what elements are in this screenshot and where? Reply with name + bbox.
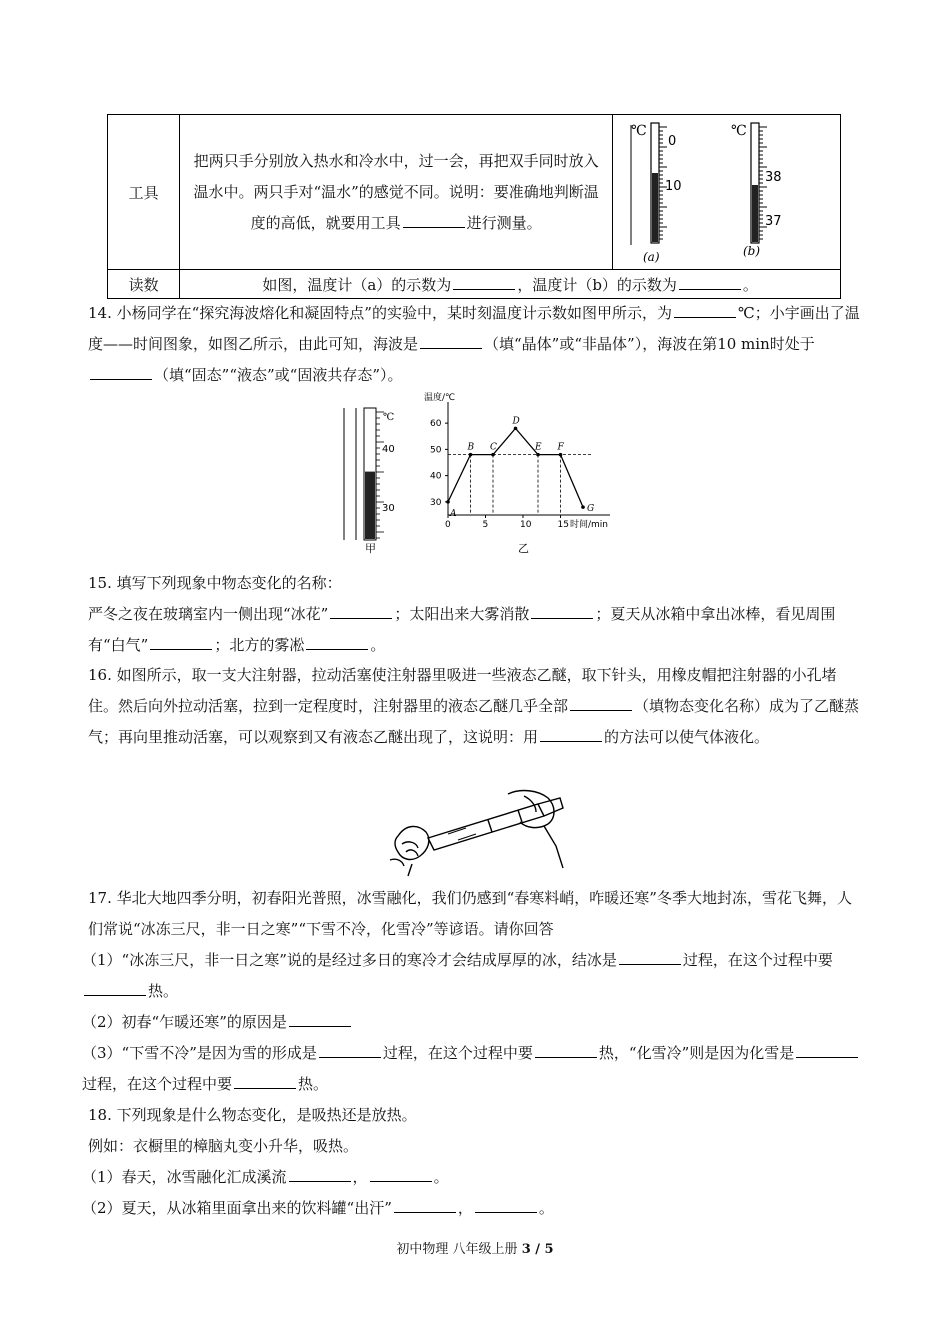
answer-blank[interactable] (150, 634, 212, 650)
jia-caption: 甲 (365, 542, 376, 555)
answer-blank[interactable] (330, 603, 392, 619)
answer-blank[interactable] (289, 1166, 351, 1182)
thermometer-b (731, 123, 782, 258)
data-point (469, 453, 473, 457)
x-tick-label: 15 (557, 520, 569, 530)
thermometer-jia (344, 408, 395, 555)
question-18 (82, 1100, 863, 1224)
y-tick-label: 40 (430, 471, 442, 482)
answer-blank[interactable] (535, 1042, 597, 1058)
y-axis-label: 温度/℃ (424, 393, 456, 403)
reading-label: 读数 (108, 270, 180, 299)
q17-intro: 17. 华北大地四季分明，初春阳光普照，冰雪融化，我们仍感到“春寒料峭，咋暖还寒”冬季大地封冻，雪花飞舞，人们常说“冰冻三尺，非一日之寒”“下雪不冷，化雪冷”等谚语。请你回答 (88, 889, 852, 938)
yi-caption: 乙 (518, 542, 529, 555)
x-tick-label: 5 (482, 520, 489, 530)
x-tick-label: 0 (445, 520, 451, 530)
y-tick-label: 50 (430, 445, 442, 456)
therm-a-unit: ℃ (630, 123, 647, 139)
figure-14-svg (338, 393, 618, 560)
answer-blank[interactable] (540, 726, 602, 742)
x-axis-label: 时间/min (570, 520, 609, 530)
point-label: D (512, 416, 520, 427)
syringe-figure (388, 786, 568, 882)
therm-b-liquid (752, 185, 758, 242)
therm-b-unit: ℃ (730, 123, 747, 139)
jia-liquid (365, 472, 375, 539)
answer-blank[interactable] (570, 695, 632, 711)
answer-blank[interactable] (674, 302, 736, 318)
data-point (559, 453, 563, 457)
jia-tick-label: 30 (382, 503, 395, 514)
answer-blank[interactable] (796, 1042, 858, 1058)
point-label: E (535, 442, 542, 453)
hand-right (508, 791, 554, 828)
thermometers-svg (613, 115, 840, 265)
answer-blank[interactable] (319, 1042, 381, 1058)
q15-body: 严冬之夜在玻璃室内一侧出现“冰花” ；太阳出来大雾消散 ；夏天从冰箱中拿出冰棒，看见周围有“白气” ；北方的雾凇 。 (88, 605, 836, 654)
question-17 (82, 883, 863, 1100)
tool-table (107, 114, 841, 299)
q15-title: 15. 填写下列现象中物态变化的名称： (88, 574, 342, 592)
question-15 (88, 568, 863, 661)
therm-a-caption: (a) (642, 250, 660, 264)
answer-blank[interactable] (453, 274, 515, 290)
therm-a-liquid (652, 173, 658, 242)
therm-b-tick-label: 37 (764, 214, 782, 229)
page-footer: 初中物理 八年级上册 3 / 5 (396, 1242, 554, 1257)
page-number: 3 / 5 (521, 1242, 554, 1257)
y-tick-label: 30 (430, 497, 442, 508)
data-point (446, 500, 450, 504)
q17-part-2: （2）初春“乍暖还寒”的原因是 (82, 1007, 863, 1038)
answer-blank[interactable] (306, 634, 368, 650)
temperature-time-chart (424, 391, 610, 555)
answer-blank[interactable] (370, 1166, 432, 1182)
point-label: B (467, 442, 475, 453)
data-point (536, 453, 540, 457)
thermometer-figure (612, 115, 840, 270)
jia-tick-label: 40 (382, 444, 395, 455)
figure-14 (338, 393, 618, 564)
answer-blank[interactable] (394, 1197, 456, 1213)
question-16: 16. 如图所示，取一支大注射器，拉动活塞使注射器里吸进一些液态乙醚，取下针头，用橡皮帽把注射器的小孔堵住。然后向外拉动活塞，拉到一定程度时，注射器里的液态乙醚几乎全部 （填物态变化名称）成为了乙醚蒸气；再向里推动活塞，可以观察到又有液态乙醚出现了，这说明：用 的方法可以使气体液化。 (88, 666, 860, 746)
point-label: G (587, 504, 595, 515)
x-tick-label: 10 (520, 520, 532, 530)
question-14: 14. 小杨同学在“探究海波熔化和凝固特点”的实验中，某时刻温度计示数如图甲所示，为 ℃；小宇画出了温度——时间图象，如图乙所示，由此可知，海波是 （填“晶体”或“非晶体”），海波在第10 min时处于（填“固态”“液态”或“固液共存态”）。 (88, 304, 860, 384)
answer-blank[interactable] (84, 980, 146, 996)
reading-text: 如图，温度计（a）的示数为 ，温度计（b）的示数为 。 (180, 270, 841, 299)
answer-blank[interactable] (475, 1197, 537, 1213)
answer-blank[interactable] (619, 949, 681, 965)
data-point (514, 427, 518, 431)
answer-blank[interactable] (679, 274, 741, 290)
point-label: F (557, 442, 564, 453)
q18-part-1: （1）春天，冰雪融化汇成溪流 ， 。 (82, 1168, 449, 1186)
tool-label: 工具 (108, 115, 180, 270)
q17-part-1: （1）“冰冻三尺，非一日之寒”说的是经过多日的寒冷才会结成厚厚的冰，结冰是 过程，在这个过程中要热。 (82, 951, 833, 1000)
point-label: C (490, 442, 497, 453)
tool-row (108, 115, 841, 270)
answer-blank[interactable] (234, 1073, 296, 1089)
data-point (581, 505, 585, 509)
point-label: A (450, 508, 457, 519)
jia-unit: ℃ (383, 412, 395, 423)
y-tick-label: 60 (430, 419, 442, 430)
answer-blank[interactable] (420, 333, 482, 349)
tool-description: 把两只手分别放入热水和冷水中，过一会，再把双手同时放入温水中。两只手对“温水”的感觉不同。说明：要准确地判断温度的高低，就要用工具 进行测量。 (180, 115, 613, 270)
q17-part-3: （3）“下雪不冷”是因为雪的形成是 过程，在这个过程中要 热，“化雪冷”则是因为化雪是过程，在这个过程中要 热。 (82, 1038, 863, 1100)
answer-blank[interactable] (531, 603, 593, 619)
data-point (491, 453, 495, 457)
answer-blank[interactable] (403, 212, 465, 228)
therm-a-tick-label: 0 (667, 134, 677, 149)
q18-example: 例如：衣橱里的樟脑丸变小升华，吸热。 (88, 1137, 359, 1155)
therm-b-caption: (b) (742, 244, 761, 258)
q18-title: 18. 下列现象是什么物态变化，是吸热还是放热。 (88, 1106, 417, 1124)
reading-row (108, 270, 841, 299)
answer-blank[interactable] (289, 1011, 351, 1027)
thermometer-a (631, 123, 682, 264)
therm-b-tick-label: 38 (764, 170, 782, 185)
syringe-svg (388, 786, 568, 878)
answer-blank[interactable] (90, 364, 152, 380)
therm-a-tick-label: 10 (664, 179, 682, 194)
temperature-curve (448, 428, 583, 507)
q18-part-2: （2）夏天，从冰箱里面拿出来的饮料罐“出汗” ， 。 (82, 1199, 554, 1217)
syringe-barrel (428, 804, 544, 850)
